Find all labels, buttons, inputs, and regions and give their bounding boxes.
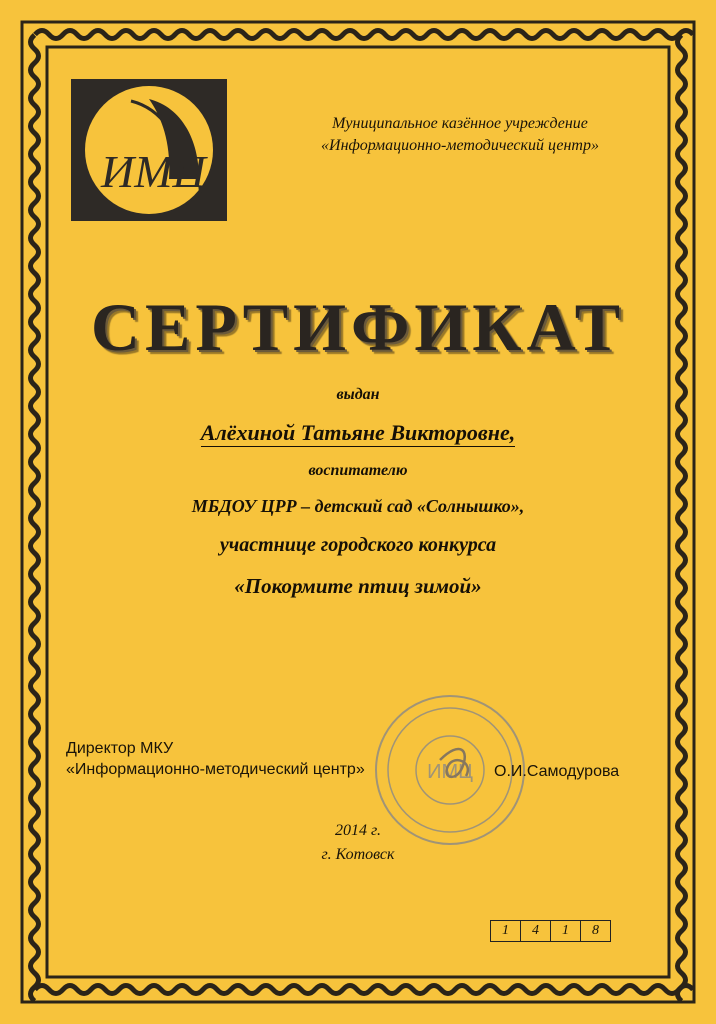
stamp-text: ИМЦ <box>427 761 473 783</box>
director-line-2: «Информационно-методический центр» <box>66 761 365 778</box>
issue-year: 2014 г. <box>334 822 382 839</box>
contest-name: «Покормите птиц зимой» <box>234 574 482 598</box>
issue-city: г. Котовск <box>321 846 395 863</box>
registration-digit: 1 <box>491 921 521 941</box>
registration-digit: 1 <box>551 921 581 941</box>
organization-line-1: Муниципальное казённое учреждение <box>332 115 588 132</box>
registration-digit: 8 <box>592 923 599 938</box>
director-title <box>66 738 365 780</box>
recipient-position: воспитателю <box>308 462 408 479</box>
director-name: О.И.Самодурова <box>494 763 620 780</box>
certificate-title: СЕРТИФИКАТ <box>90 289 626 365</box>
registration-digit: 4 <box>521 921 551 941</box>
organization-line-2: «Информационно-методический центр» <box>321 137 599 154</box>
logo-monogram: ИМЦ <box>101 146 206 197</box>
registration-number <box>490 920 611 942</box>
issued-label: выдан <box>336 386 380 403</box>
imc-logo <box>71 79 227 221</box>
participation-text: участнице городского конкурса <box>219 534 497 556</box>
director-line-1: Директор МКУ <box>66 740 174 757</box>
organization-name <box>250 113 670 157</box>
institution-name: МБДОУ ЦРР – детский сад «Солнышко», <box>191 496 525 516</box>
recipient-name <box>0 420 716 446</box>
recipient-name-text: Алёхиной Татьяне Викторовне, <box>200 420 516 445</box>
